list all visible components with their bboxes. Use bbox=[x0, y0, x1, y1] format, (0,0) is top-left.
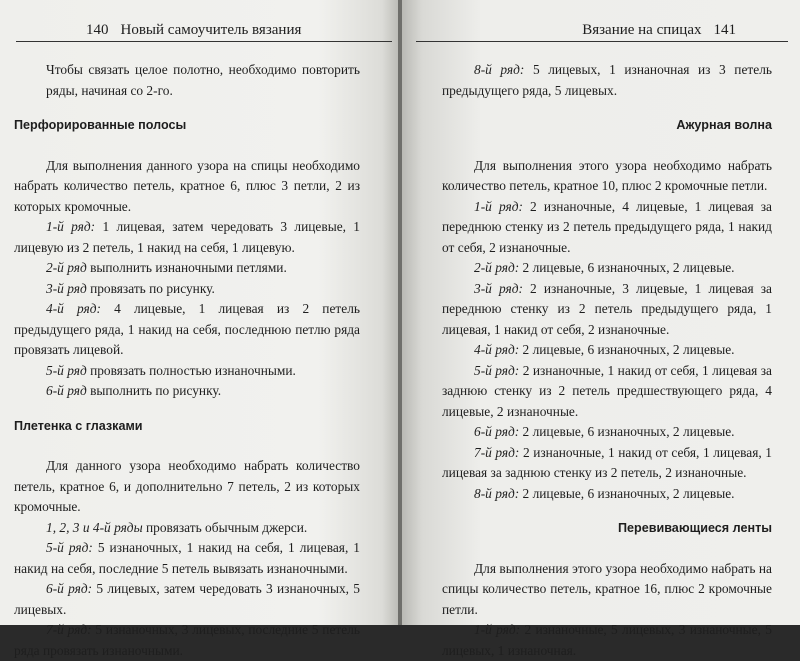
page-number: 140 bbox=[86, 22, 109, 38]
running-title: Вязание на спицах bbox=[582, 22, 702, 38]
row-text: 2 изнаночные, 5 лицевых, 3 изнаночные, 5 лицевых, 1 изнаночная. bbox=[442, 622, 772, 658]
row-label: 6-й ряд: bbox=[46, 581, 93, 596]
row-instruction bbox=[442, 60, 772, 101]
paragraph: Для выполнения данного узора на спицы необходимо набрать количество петель, кратное 6, плюс 3 петли, 2 из которых кромочные. bbox=[14, 157, 360, 214]
section-heading: Плетенка с глазками bbox=[14, 418, 143, 433]
header-rule bbox=[16, 41, 392, 42]
row-label: 1-й ряд: bbox=[474, 622, 521, 637]
row-text: 5 изнаночных, 3 лицевых, последние 5 петель ряда провязать изнаночными. bbox=[14, 622, 360, 658]
header-rule bbox=[416, 41, 788, 42]
row-instruction bbox=[14, 620, 360, 661]
row-text: 5 лицевых, затем чередовать 3 изнаночных, 5 лицевых. bbox=[14, 581, 360, 617]
row-label: 8-й ряд: bbox=[474, 485, 520, 501]
row-label: 3-й ряд: bbox=[474, 280, 523, 296]
right-page-body bbox=[442, 60, 772, 661]
row-label: 7-й ряд: bbox=[474, 444, 520, 460]
left-page bbox=[0, 0, 398, 658]
row-instruction bbox=[14, 217, 360, 258]
row-text: 2 изнаночные, 1 накид от себя, 1 лицевая, 1 лицевая за заднюю стенку из 2 петель, 2 изнаночные. bbox=[442, 444, 772, 480]
row-text: 2 лицевые, 6 изнаночных, 2 лицевые. bbox=[519, 342, 735, 357]
paragraph: Для выполнения этого узора необходимо набрать количество петель, кратное 10, плюс 2 кромочные петли. bbox=[442, 157, 772, 193]
row-text: провязать обычным джерси. bbox=[142, 519, 308, 535]
row-label: 1, 2, 3 и 4-й ряды bbox=[46, 519, 143, 535]
row-instruction bbox=[442, 443, 772, 484]
row-label: 5-й ряд: bbox=[46, 540, 93, 555]
row-label: 5-й ряд: bbox=[474, 362, 520, 378]
row-label: 6-й ряд: bbox=[474, 424, 520, 439]
running-title: Новый самоучитель вязания bbox=[120, 22, 302, 38]
row-text: 2 лицевые, 6 изнаночных, 2 лицевые. bbox=[519, 260, 735, 275]
row-text: выполнить по рисунку. bbox=[86, 383, 222, 398]
row-instruction bbox=[14, 381, 360, 402]
row-text: 2 изнаночные, 4 лицевые, 1 лицевая за переднюю стенку из 2 петель предыдущего ряда, 1 накид от себя, 2 изнаночные. bbox=[442, 198, 772, 255]
row-instruction bbox=[14, 518, 360, 539]
row-text: 5 изнаночных, 1 накид на себя, 1 лицевая, 1 накид на себя, последние 5 петель вывязать изнаночными. bbox=[14, 540, 360, 576]
row-text: 2 лицевые, 6 изнаночных, 2 лицевые. bbox=[519, 424, 735, 439]
right-page-header bbox=[582, 22, 736, 39]
row-label: 6-й ряд bbox=[46, 383, 87, 398]
row-text: 1 лицевая, затем чередовать 3 лицевые, 1 лицевую из 2 петель, 1 накид на себя, 1 лицевую. bbox=[14, 219, 360, 255]
right-page bbox=[402, 0, 800, 658]
row-label: 2-й ряд: bbox=[474, 260, 520, 275]
row-text: 2 изнаночные, 1 накид от себя, 1 лицевая за заднюю стенку из 2 петель предшествующего ряда, 4 лицевые, 2 изнаночные. bbox=[442, 362, 772, 419]
row-text: выполнить изнаночными петлями. bbox=[86, 260, 287, 275]
paragraph: Чтобы связать целое полотно, необходимо повторить ряды, начиная со 2-го. bbox=[46, 62, 360, 98]
row-instruction bbox=[14, 299, 360, 361]
row-instruction bbox=[442, 340, 772, 361]
row-text: 2 лицевые, 6 изнаночных, 2 лицевые. bbox=[519, 485, 735, 501]
row-text: 4 лицевые, 1 лицевая из 2 петель предыдущего ряда, 1 накид на себя, последнюю петлю ряда провязать лицевой. bbox=[14, 301, 360, 357]
row-label: 1-й ряд: bbox=[46, 219, 96, 234]
row-instruction bbox=[14, 538, 360, 579]
row-instruction bbox=[14, 579, 360, 620]
row-label: 5-й ряд bbox=[46, 362, 87, 378]
left-page-body bbox=[14, 60, 360, 661]
row-label: 3-й ряд bbox=[46, 280, 87, 296]
row-label: 2-й ряд bbox=[46, 260, 87, 275]
paragraph: Для данного узора необходимо набрать количество петель, кратное 6, и дополнительно 7 петель, 2 из которых кромочные. bbox=[14, 458, 360, 514]
row-instruction bbox=[14, 258, 360, 279]
row-label: 1-й ряд: bbox=[474, 198, 523, 214]
row-text: провязать по рисунку. bbox=[86, 280, 215, 296]
left-page-header bbox=[86, 22, 301, 39]
section-heading: Ажурная волна bbox=[676, 118, 772, 132]
row-instruction bbox=[442, 620, 772, 661]
section-heading: Перфорированные полосы bbox=[14, 118, 187, 132]
row-text: 2 изнаночные, 3 лицевые, 1 лицевая за переднюю стенку из 2 петель предыдущего ряда, 1 лицевая, 1 накид от себя, 2 изнаночные. bbox=[442, 280, 772, 337]
row-instruction bbox=[442, 361, 772, 423]
row-label: 8-й ряд: bbox=[474, 62, 525, 77]
paragraph: Для выполнения этого узора необходимо набрать на спицы количество петель, кратное 16, плюс 2 кромочные петли. bbox=[442, 560, 772, 617]
row-instruction bbox=[442, 484, 772, 505]
row-text: 5 лицевых, 1 изнаночная из 3 петель предыдущего ряда, 5 лицевых. bbox=[442, 62, 772, 98]
page-number: 141 bbox=[713, 22, 736, 38]
row-instruction bbox=[14, 279, 360, 300]
row-instruction bbox=[442, 258, 772, 279]
row-label: 4-й ряд: bbox=[474, 342, 520, 357]
row-instruction bbox=[442, 279, 772, 341]
row-text: провязать полностью изнаночными. bbox=[86, 362, 296, 378]
row-instruction bbox=[442, 197, 772, 259]
row-instruction bbox=[442, 422, 772, 443]
row-label: 4-й ряд: bbox=[46, 301, 101, 316]
row-instruction bbox=[14, 361, 360, 382]
row-label: 7-й ряд: bbox=[46, 622, 92, 637]
section-heading: Перевивающиеся ленты bbox=[618, 521, 772, 535]
